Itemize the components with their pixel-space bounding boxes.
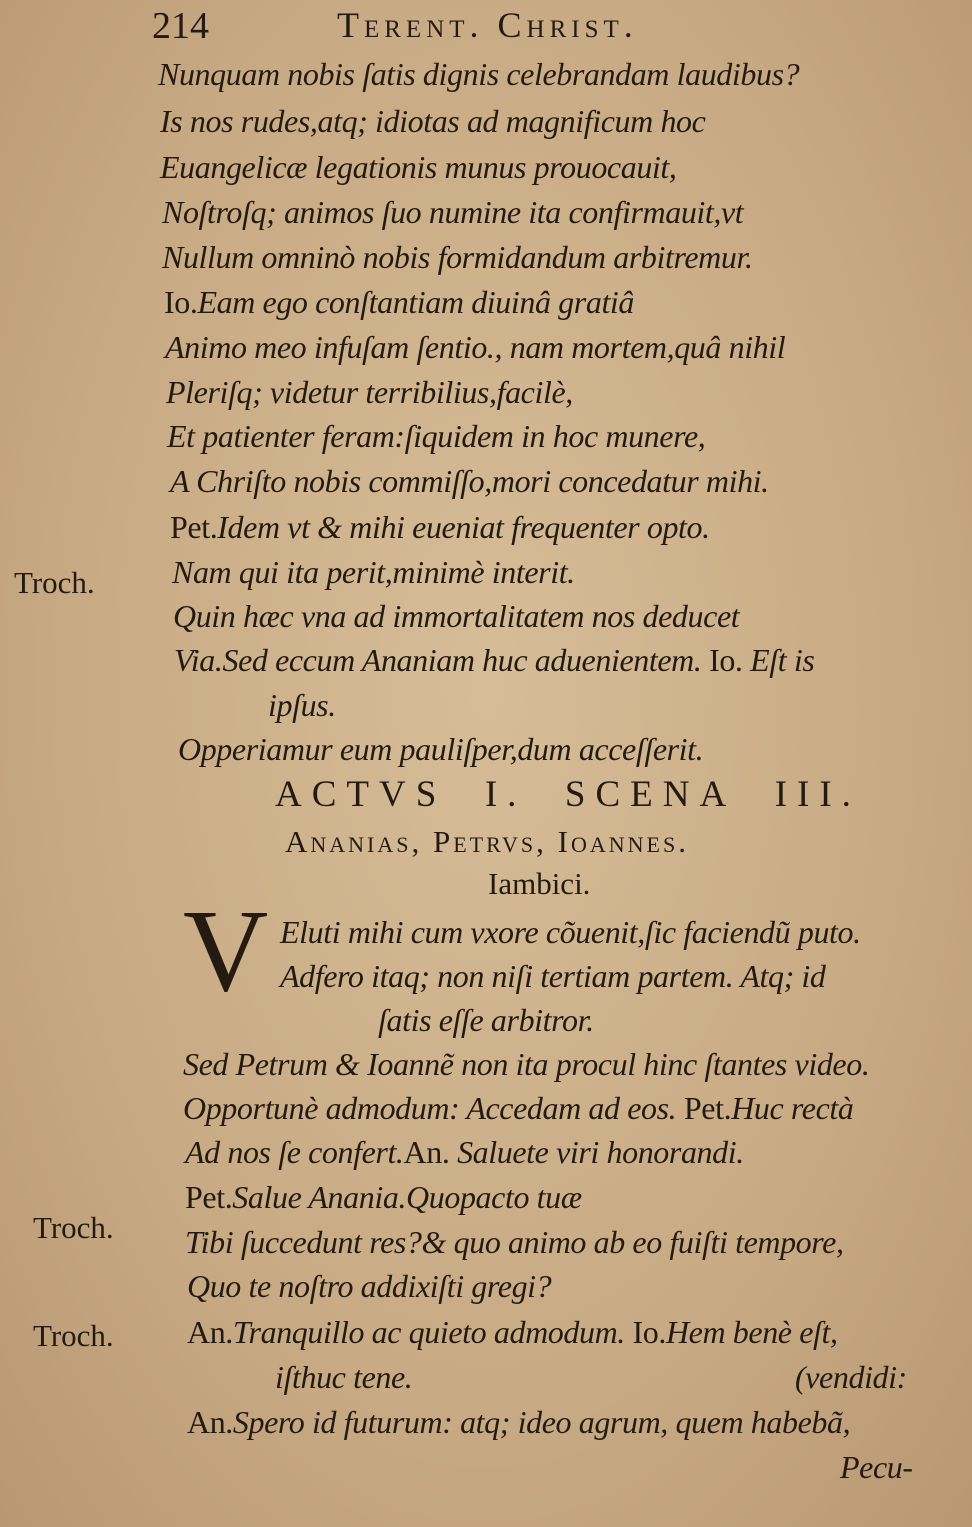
act-scene-heading: ACTVS I. SCENA III. [275,774,861,815]
verse-line-15: ipſus. [268,687,336,723]
verse-line-5: Nullum omninò nobis formidandum arbitremur. [162,239,753,275]
verse-line-11: Pet.Idem vt & mihi eueniat frequenter opto. [170,509,710,545]
speaker-tag: Io. [632,1314,666,1350]
verse-line-6: Io.Eam ego conſtantiam diuinâ gratiâ [164,284,635,320]
speaker-tag: An. [187,1314,233,1350]
verse-line-20: Sed Petrum & Ioannẽ non ita procul hinc ſtantes video. [183,1046,870,1082]
verse-line-3: Euangelicæ legationis munus prouocauit, [160,149,677,185]
speaker-tag: Io. [709,642,743,678]
speaker-tag: An. [187,1404,233,1440]
verse-line-13: Quin hæc vna ad immortalitatem nos deducet [173,598,740,634]
catchword: Pecu- [840,1449,913,1485]
verse-line-22: Ad nos ſe confert.An. Saluete viri honorandi. [185,1134,744,1170]
verse-line-8: Pleriſq; videtur terribilius,facilè, [166,374,573,410]
margin-note-troch-3: Troch. [33,1318,114,1353]
verse-line-4: Noſtroſq; animos ſuo numine ita confirmauit,vt [162,194,744,230]
page-number: 214 [152,5,209,47]
verse-line-28: An.Spero id futurum: atq; ideo agrum, quem habebã, [187,1404,851,1440]
verse-line-2: Is nos rudes,atq; idiotas ad magnificum hoc [160,103,706,139]
drop-cap: V [183,885,269,1016]
verse-line-10: A Chriſto nobis commiſſo,mori concedatur mihi. [170,463,769,499]
verse-line-27-turnover: (vendidi: [795,1359,907,1395]
meter-label: Iambici. [488,866,591,901]
verse-line-1: Nunquam nobis ſatis dignis celebrandam laudibus? [158,56,800,92]
verse-line-14: Via.Sed eccum Ananiam huc aduenientem. Io. Eſt is [174,642,815,678]
verse-line-25: Quo te noſtro addixiſti gregi? [187,1268,552,1304]
speaker-tag: Pet. [185,1179,233,1215]
verse-line-24: Tibi ſuccedunt res?& quo animo ab eo fuiſti tempore, [185,1224,844,1260]
verse-line-21: Opportunè admodum: Accedam ad eos. Pet.Huc rectà [183,1090,854,1126]
verse-line-16: Opperiamur eum pauliſper,dum acceſſerit. [178,731,704,767]
speaker-tag: Pet. [170,509,218,545]
verse-line-19: ſatis eſſe arbitror. [378,1002,594,1038]
speaker-tag: Io. [164,284,198,320]
verse-line-26: An.Tranquillo ac quieto admodum. Io.Hem benè eſt, [187,1314,838,1350]
running-title: Terent. Christ. [337,5,638,45]
speaker-tag: Pet. [683,1090,732,1126]
verse-line-12: Nam qui ita perit,minimè interit. [172,554,575,590]
verse-line-27: iſthuc tene. [275,1359,413,1395]
margin-note-troch-2: Troch. [33,1210,114,1245]
verse-line-17: Eluti mihi cum vxore cõuenit,ſic faciendũ puto. [280,914,861,950]
verse-line-9: Et patienter feram:ſiquidem in hoc munere, [167,418,706,454]
speaker-tag: An. [403,1134,450,1170]
margin-note-troch-1: Troch. [14,565,95,600]
verse-line-7: Animo meo infuſam ſentio., nam mortem,quâ nihil [165,329,786,365]
verse-line-18: Adfero itaq; non niſi tertiam partem. Atq; id [280,958,826,994]
dramatis-personae: Ananias, Petrvs, Ioannes. [285,824,689,859]
verse-line-23: Pet.Salue Anania.Quopacto tuæ [185,1179,582,1215]
